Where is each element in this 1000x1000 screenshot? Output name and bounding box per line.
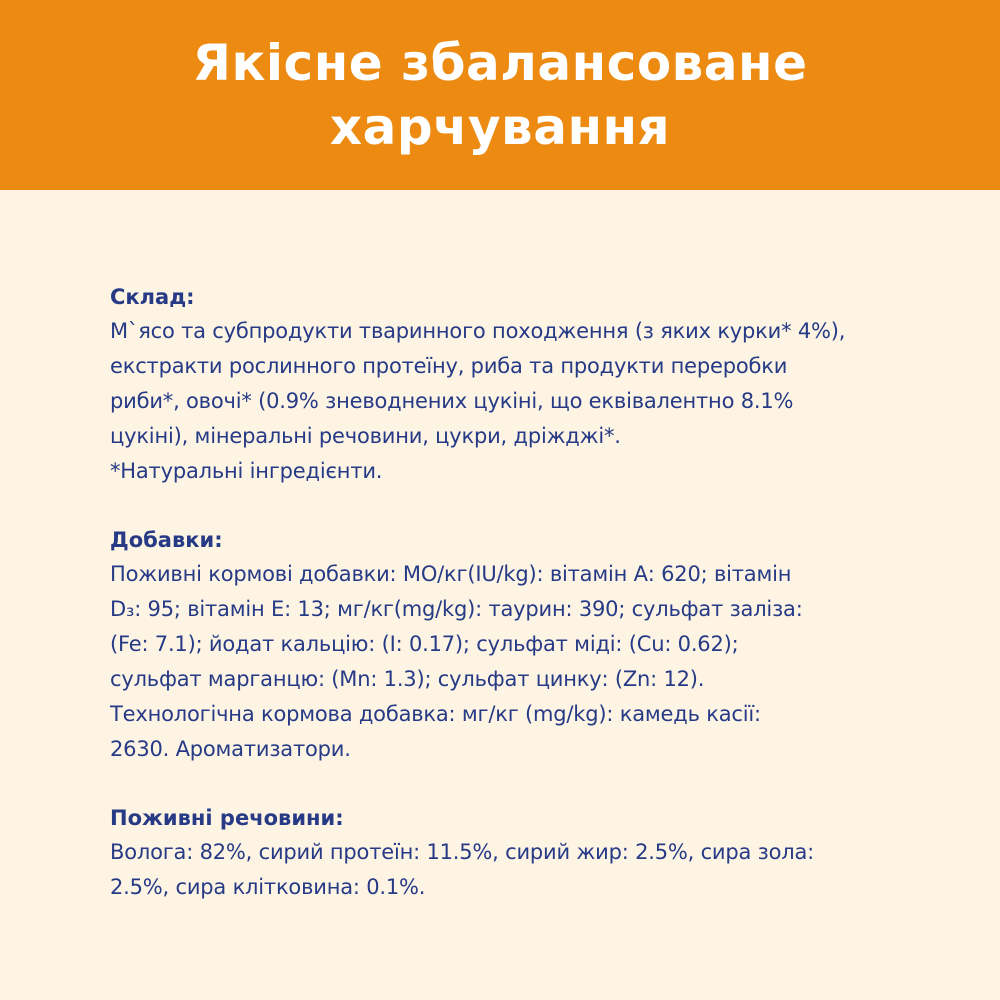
additives-section (110, 523, 910, 767)
additives-line: (Fe: 7.1); йодат кальцію: (I: 0.17); сульфат міді: (Cu: 0.62); (110, 632, 739, 656)
composition-footnote: *Натуральні інгредієнти. (110, 459, 383, 483)
additives-line: Технологічна кормова добавка: мг/кг (mg/kg): камедь касії: (110, 702, 761, 726)
nutrients-section (110, 801, 910, 905)
nutrients-text (110, 835, 910, 905)
nutrients-line: 2.5%, сира клітковина: 0.1%. (110, 875, 426, 899)
composition-section (110, 280, 910, 489)
composition-heading: Склад: (110, 285, 195, 309)
additives-heading: Добавки: (110, 528, 223, 552)
additives-line: сульфат марганцю: (Mn: 1.3); сульфат цинку: (Zn: 12). (110, 667, 705, 691)
composition-line: риби*, овочі* (0.9% зневоднених цукіні, що еквівалентно 8.1% (110, 389, 794, 413)
composition-line: М`ясо та субпродукти тваринного походження (з яких курки* 4%), (110, 319, 846, 343)
additives-line: 2630. Ароматизатори. (110, 737, 351, 761)
page-title-line-1: Якісне збалансоване (192, 34, 808, 92)
additives-text (110, 557, 910, 767)
nutrients-line: Волога: 82%, сирий протеїн: 11.5%, сирий жир: 2.5%, сира зола: (110, 840, 815, 864)
nutrients-heading: Поживні речовини: (110, 806, 344, 830)
additives-line: D₃: 95; вітамін Е: 13; мг/кг(mg/kg): таурин: 390; сульфат заліза: (110, 597, 803, 621)
composition-line: цукіні), мінеральні речовини, цукри, дріжджі*. (110, 424, 621, 448)
title-banner (0, 0, 1000, 190)
additives-line: Поживні кормові добавки: МО/кг(IU/kg): вітамін А: 620; вітамін (110, 562, 792, 586)
page-title (50, 31, 950, 159)
composition-text (110, 314, 910, 489)
page-title-line-2: харчування (329, 98, 671, 156)
product-info (110, 280, 910, 939)
composition-line: екстракти рослинного протеїну, риба та продукти переробки (110, 354, 788, 378)
